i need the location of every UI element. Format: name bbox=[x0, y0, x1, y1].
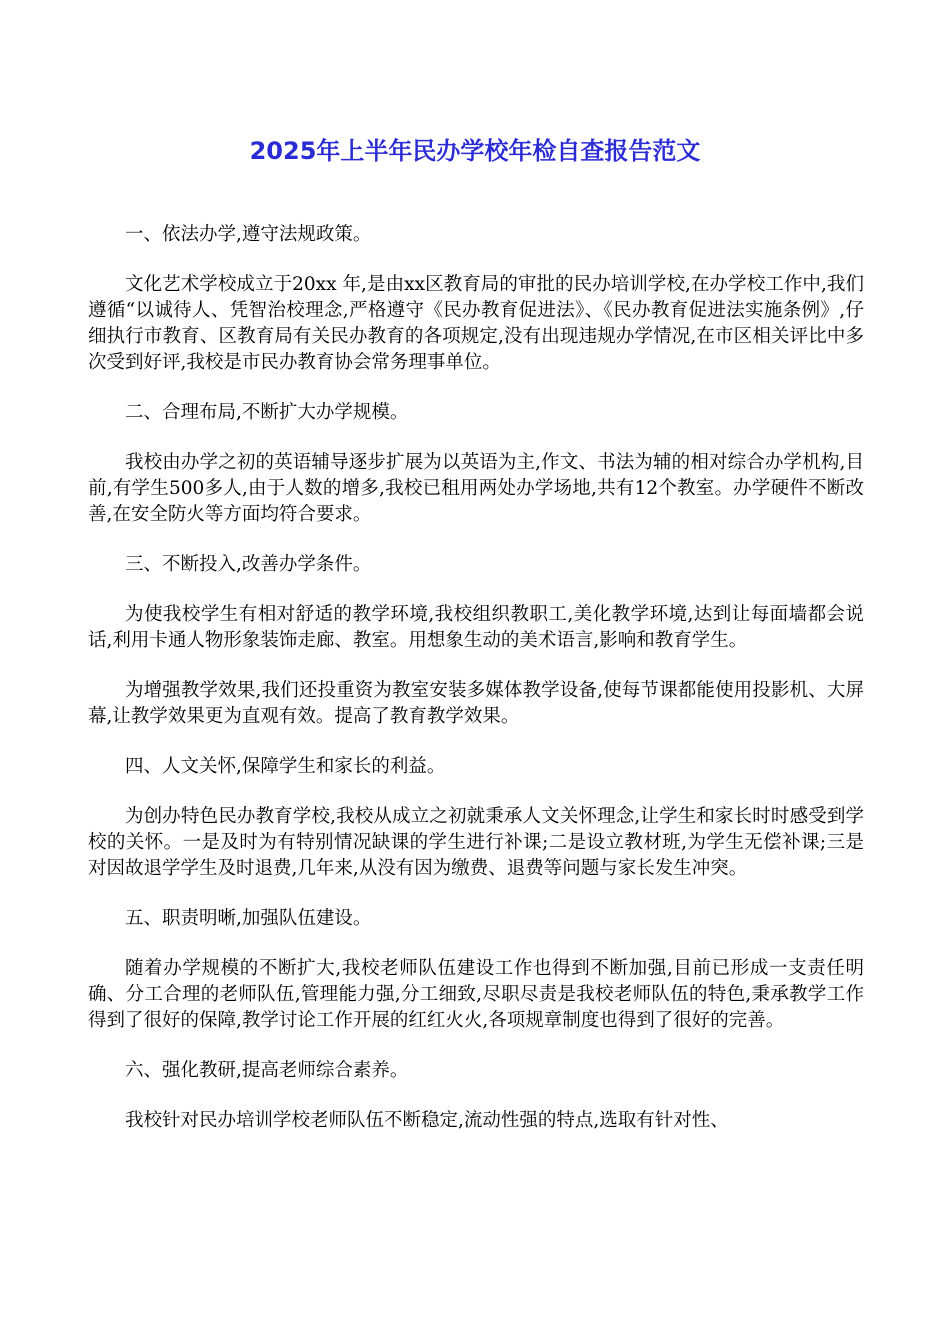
section-heading-4: 四、人文关怀,保障学生和家长的利益。 bbox=[125, 756, 446, 777]
paragraph: 我校针对民办培训学校老师队伍不断稳定,流动性强的特点,选取有针对性、 bbox=[125, 1110, 729, 1131]
paragraph: 为增强教学效果,我们还投重资为教室安装多媒体教学设备,使每节课都能使用投影机、大屏幕,让教学效果更为直观有效。提高了教育教学效果。 bbox=[88, 680, 864, 727]
paragraph: 我校由办学之初的英语辅导逐步扩展为以英语为主,作文、书法为辅的相对综合办学机构,目前,有学生500多人,由于人数的增多,我校已租用两处办学场地,共有12个教室。办学硬件不断改善,在安全防火等方面均符合要求。 bbox=[88, 452, 864, 525]
section-heading-6: 六、强化教研,提高老师综合素养。 bbox=[125, 1060, 409, 1081]
paragraph: 为使我校学生有相对舒适的教学环境,我校组织教职工,美化教学环境,达到让每面墙都会说话,利用卡通人物形象装饰走廊、教室。用想象生动的美术语言,影响和教育学生。 bbox=[88, 604, 864, 651]
paragraph: 文化艺术学校成立于20xx 年,是由xx区教育局的审批的民办培训学校,在办学校工作中,我们遵循“以诚待人、凭智治校理念,严格遵守《民办教育促进法》、《民办教育促进法实施条例》,仔细执行市教育、区教育局有关民办教育的各项规定,没有出现违规办学情况,在市区相关评比中多次受到好评,我校是市民办教育协会常务理事单位。 bbox=[88, 274, 864, 373]
section-heading-2: 二、合理布局,不断扩大办学规模。 bbox=[125, 402, 409, 423]
section-heading-5: 五、职责明晰,加强队伍建设。 bbox=[125, 908, 372, 929]
document-title: 2025年上半年民办学校年检自查报告范文 bbox=[249, 137, 701, 165]
section-heading-1: 一、依法办学,遵守法规政策。 bbox=[125, 224, 372, 245]
paragraph: 为创办特色民办教育学校,我校从成立之初就秉承人文关怀理念,让学生和家长时时感受到学校的关怀。一是及时为有特别情况缺课的学生进行补课;二是设立教材班,为学生无偿补课;三是对因故退学学生及时退费,几年来,从没有因为缴费、退费等问题与家长发生冲突。 bbox=[88, 806, 864, 879]
paragraph: 随着办学规模的不断扩大,我校老师队伍建设工作也得到不断加强,目前已形成一支责任明确、分工合理的老师队伍,管理能力强,分工细致,尽职尽责是我校老师队伍的特色,秉承教学工作得到了很好的保障,教学讨论工作开展的红红火火,各项规章制度也得到了很好的完善。 bbox=[88, 958, 864, 1031]
document-body bbox=[88, 222, 864, 1158]
section-heading-3: 三、不断投入,改善办学条件。 bbox=[125, 554, 372, 575]
